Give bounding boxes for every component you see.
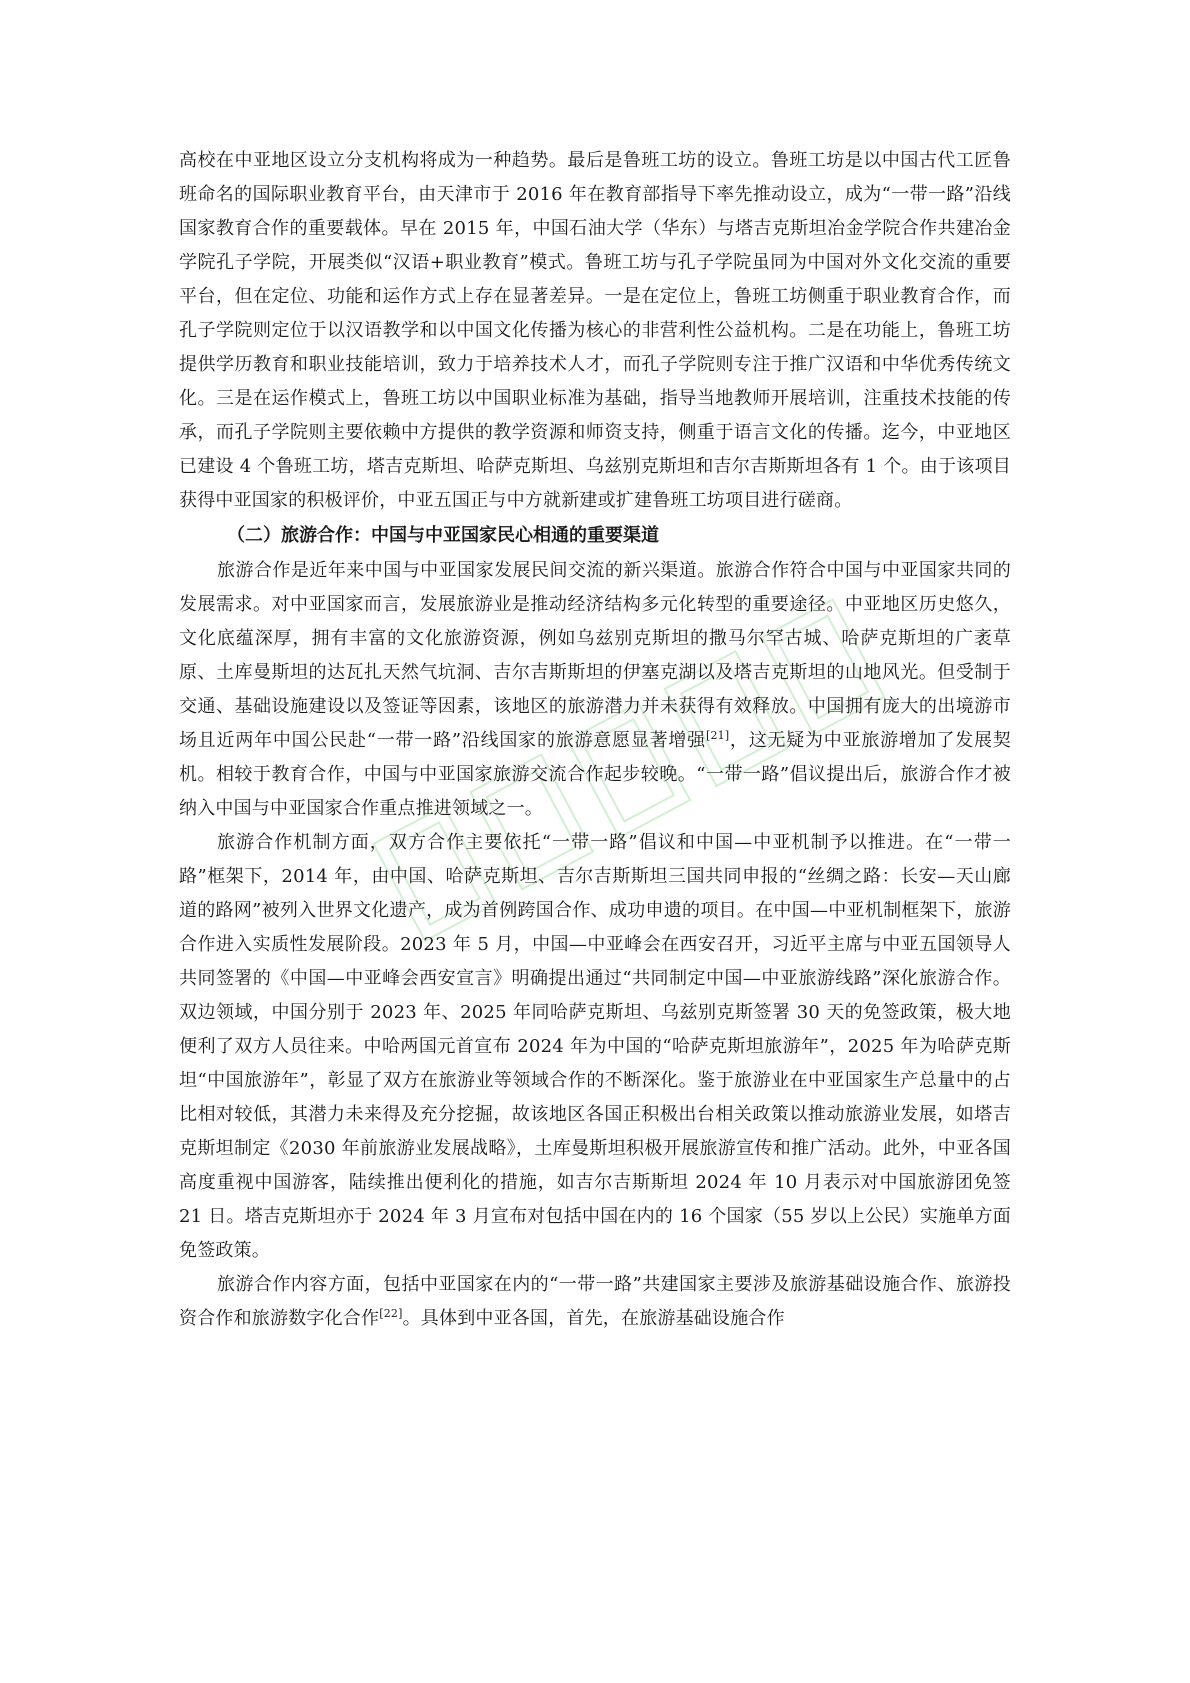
citation-marker: [22] [379, 1307, 403, 1320]
body-paragraph [179, 144, 1011, 518]
section-heading: （二）旅游合作：中国与中亚国家民心相通的重要渠道 [227, 525, 659, 546]
document-page [179, 144, 1011, 1336]
paragraph-text: 旅游合作机制方面，双方合作主要依托“一带一路”倡议和中国—中亚机制予以推进。在“一带一路”框架下，2014 年，由中国、哈萨克斯坦、吉尔吉斯斯坦三国共同申报的“丝绸之路：长安—天山廊道的路网”被列入世界文化遗产，成为首例跨国合作、成功申遗的项目。在中国—中亚机制框架下，旅游合作进入实质性发展阶段。2023 年 5 月，中国—中亚峰会在西安召开，习近平主席与中亚五国领导人共同签署的《中国—中亚峰会西安宣言》明确提出通过“共同制定中国—中亚旅游线路”深化旅游合作。双边领域，中国分别于 2023 年、2025 年同哈萨克斯坦、乌兹别克斯签署 30 天的免签政策，极大地便利了双方人员往来。中哈两国元首宣布 2024 年为中国的“哈萨克斯坦旅游年”，2025 年为哈萨克斯坦“中国旅游年”，彰显了双方在旅游业等领域合作的不断深化。鉴于旅游业在中亚国家生产总量中的占比相对较低，其潜力未来得及充分挖掘，故该地区各国正积极出台相关政策以推动旅游业发展，如塔吉克斯坦制定《2030 年前旅游业发展战略》，土库曼斯坦积极开展旅游宣传和推广活动。此外，中亚各国高度重视中国游客，陆续推出便利化的措施，如吉尔吉斯斯坦 2024 年 10 月表示对中国旅游团免签 21 日。塔吉克斯坦亦于 2024 年 3 月宣布对包括中国在内的 16 个国家（55 岁以上公民）实施单方面免签政策。 [179, 832, 1011, 1261]
paragraph-text: ，这无疑为中亚旅游增加了发展契机。相较于教育合作，中国与中亚国家旅游交流合作起步较晚。“一带一路”倡议提出后，旅游合作才被纳入中国与中亚国家合作重点推进领域之一。 [179, 730, 1012, 819]
paragraph-text: 高校在中亚地区设立分支机构将成为一种趋势。最后是鲁班工坊的设立。鲁班工坊是以中国古代工匠鲁班命名的国际职业教育平台，由天津市于 2016 年在教育部指导下率先推动设立，成为“一带一路”沿线国家教育合作的重要载体。早在 2015 年，中国石油大学（华东）与塔吉克斯坦冶金学院合作共建冶金学院孔子学院，开展类似“汉语+职业教育”模式。鲁班工坊与孔子学院虽同为中国对外文化交流的重要平台，但在定位、功能和运作方式上存在显著差异。一是在定位上，鲁班工坊侧重于职业教育合作，而孔子学院则定位于以汉语教学和以中国文化传播为核心的非营利性公益机构。二是在功能上，鲁班工坊提供学历教育和职业技能培训，致力于培养技术人才，而孔子学院则专注于推广汉语和中华优秀传统文化。三是在运作模式上，鲁班工坊以中国职业标准为基础，指导当地教师开展培训，注重技术技能的传承，而孔子学院则主要依赖中方提供的教学资源和师资支持，侧重于语言文化的传播。迄今，中亚地区已建设 4 个鲁班工坊，塔吉克斯坦、哈萨克斯坦、乌兹别克斯坦和吉尔吉斯斯坦各有 1 个。由于该项目获得中亚国家的积极评价，中亚五国正与中方就新建或扩建鲁班工坊项目进行磋商。 [179, 150, 1011, 511]
paragraph-text: 。具体到中亚各国，首先，在旅游基础设施合作 [402, 1308, 785, 1329]
body-paragraph [179, 1268, 1011, 1336]
body-paragraph [179, 826, 1011, 1268]
citation-marker: [21] [705, 729, 730, 742]
body-paragraph [179, 554, 1011, 826]
paragraph-text: 旅游合作是近年来中国与中亚国家发展民间交流的新兴渠道。旅游合作符合中国与中亚国家共同的发展需求。对中亚国家而言，发展旅游业是推动经济结构多元化转型的重要途径。中亚地区历史悠久，文化底蕴深厚，拥有丰富的文化旅游资源，例如乌兹别克斯坦的撒马尔罕古城、哈萨克斯坦的广袤草原、土库曼斯坦的达瓦扎天然气坑洞、吉尔吉斯斯坦的伊塞克湖以及塔吉克斯坦的山地风光。但受制于交通、基础设施建设以及签证等因素，该地区的旅游潜力并未获得有效释放。中国拥有庞大的出境游市场且近两年中国公民赴“一带一路”沿线国家的旅游意愿显著增强 [179, 560, 1011, 751]
paragraph-text: 旅游合作内容方面，包括中亚国家在内的“一带一路”共建国家主要涉及旅游基础设施合作、旅游投资合作和旅游数字化合作 [179, 1274, 1011, 1329]
